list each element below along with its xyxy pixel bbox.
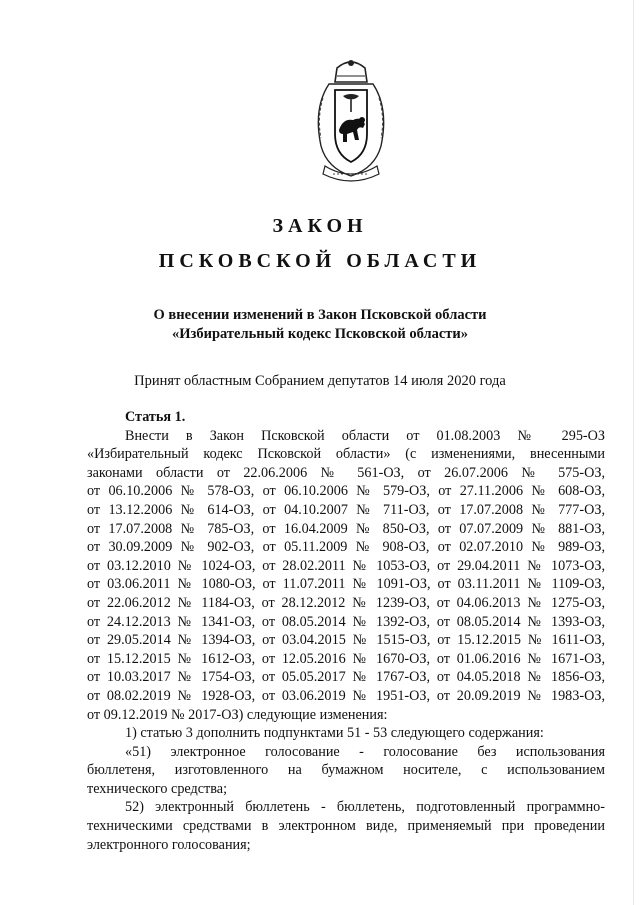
article-body (87, 408, 605, 854)
article-line: от 29.05.2014 № 1394-ОЗ, от 03.04.2015 № 1515-ОЗ, от 15.12.2015 № 1611-ОЗ, (87, 632, 605, 649)
subpoint-52-line: 52) электронный бюллетень - бюллетень, подготовленный программно- (125, 799, 605, 816)
article-line: от 10.03.2017 № 1754-ОЗ, от 05.05.2017 № 1767-ОЗ, от 04.05.2018 № 1856-ОЗ, (87, 669, 605, 686)
article-line: от 03.06.2011 № 1080-ОЗ, от 11.07.2011 № 1091-ОЗ, от 03.11.2011 № 1109-ОЗ, (87, 576, 605, 593)
article-line: законами области от 22.06.2006 № 561-ОЗ, от 26.07.2006 № 575-ОЗ, (87, 464, 605, 481)
coat-of-arms-icon (307, 58, 395, 186)
document-type-heading: ЗАКОН (272, 215, 368, 237)
article-line: от 08.02.2019 № 1928-ОЗ, от 03.06.2019 № 1951-ОЗ, от 20.09.2019 № 1983-ОЗ, (87, 687, 605, 704)
article-line: от 17.07.2008 № 785-ОЗ, от 16.04.2009 № 850-ОЗ, от 07.07.2009 № 881-ОЗ, (87, 520, 605, 537)
subpoint-51-line: технического средства; (87, 780, 228, 797)
scan-edge-line (633, 0, 634, 905)
article-line: от 06.10.2006 № 578-ОЗ, от 06.10.2006 № 579-ОЗ, от 27.11.2006 № 608-ОЗ, (87, 483, 605, 500)
law-title-line-1: О внесении изменений в Закон Псковской области (153, 307, 487, 323)
article-line: от 24.12.2013 № 1341-ОЗ, от 08.05.2014 № 1392-ОЗ, от 08.05.2014 № 1393-ОЗ, (87, 613, 605, 630)
subpoint-51-line: «51) электронное голосование - голосование без использования (125, 743, 605, 760)
article-line: Внести в Закон Псковской области от 01.08.2003 № 295-ОЗ (125, 427, 605, 444)
article-line: от 22.06.2012 № 1184-ОЗ, от 28.12.2012 № 1239-ОЗ, от 04.06.2013 № 1275-ОЗ, (87, 594, 605, 611)
article-line: от 30.09.2009 № 902-ОЗ, от 05.11.2009 № 908-ОЗ, от 02.07.2010 № 989-ОЗ, (87, 539, 605, 556)
article-line: «Избирательный кодекс Псковской области» (с изменениями, внесенными (87, 446, 605, 463)
adoption-date: Принят областным Собранием депутатов 14 июля 2020 года (134, 373, 506, 389)
subpoint-52-line: электронного голосования; (87, 836, 251, 853)
article-line: от 13.12.2006 № 614-ОЗ, от 04.10.2007 № 711-ОЗ, от 17.07.2008 № 777-ОЗ, (87, 501, 605, 518)
item-1: 1) статью 3 дополнить подпунктами 51 - 53 следующего содержания: (125, 725, 544, 742)
article-line: от 09.12.2019 № 2017-ОЗ) следующие изменения: (87, 706, 388, 723)
subpoint-51-line: бюллетеня, изготовленного на бумажном носителе, с использованием (87, 762, 605, 779)
article-heading: Статья 1. (125, 409, 186, 425)
region-heading: ПСКОВСКОЙ ОБЛАСТИ (158, 250, 482, 272)
article-line: от 15.12.2015 № 1612-ОЗ, от 12.05.2016 № 1670-ОЗ, от 01.06.2016 № 1671-ОЗ, (87, 650, 605, 667)
article-line: от 03.12.2010 № 1024-ОЗ, от 28.02.2011 № 1053-ОЗ, от 29.04.2011 № 1073-ОЗ, (87, 557, 605, 574)
subpoint-52-line: техническими средствами в электронном виде, применяемый при проведении (87, 818, 605, 835)
law-title-line-2: «Избирательный кодекс Псковской области» (171, 326, 469, 342)
